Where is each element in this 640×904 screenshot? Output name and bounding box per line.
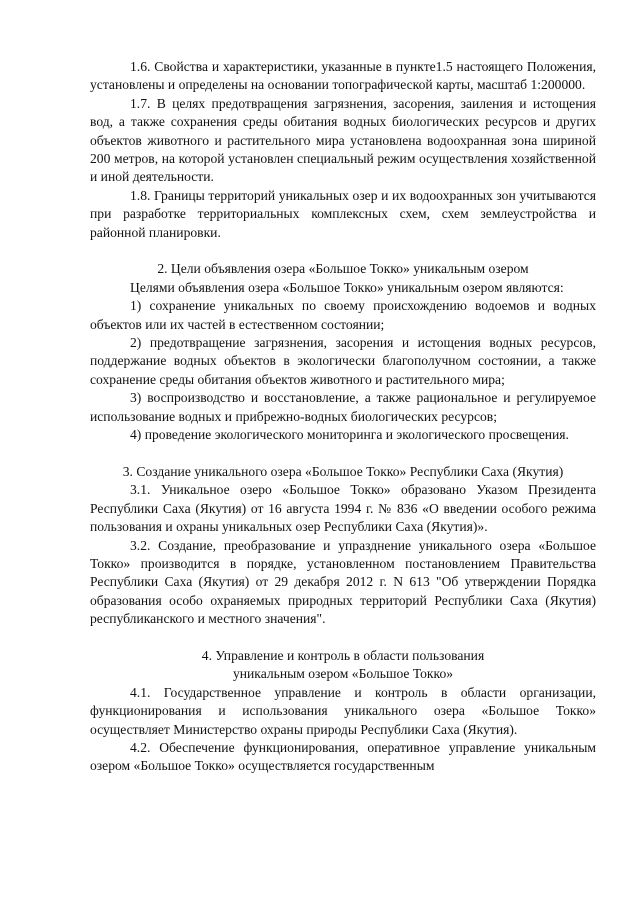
section-4-heading-line-2: уникальным озером «Большое Токко» — [232, 666, 454, 682]
para-3-2: 3.2. Создание, преобразование и упразднение уникального озера «Большое Токко» производится в порядке, установленном постановлением Правительства Республики Саха (Якутия) от 29 декабря 2012 г. N 613 "Об утверждении Порядка образования особо охраняемых природных территорий Республики Саха (Якутия) республиканского и местного значения". — [90, 537, 596, 627]
para-3-1: 3.1. Уникальное озеро «Большое Токко» образовано Указом Президента Республики Саха (Якутия) от 16 августа 1994 г. № 836 «О введении особого режима пользования и охраны уникальных озер Республики Саха (Якутия)». — [90, 482, 596, 535]
para-1-8: 1.8. Границы территорий уникальных озер и их водоохранных зон учитываются при разработке территориальных комплексных схем, схем землеустройства и районной планировки. — [90, 187, 596, 240]
para-1-7: 1.7. В целях предотвращения загрязнения, засорения, заиления и истощения вод, а также сохранения среды обитания водных биологических ресурсов и других объектов животного и растительного мира установлена водоохранная зона шириной 200 метров, на которой установлен специальный режим осуществления хозяйственной и иной деятельности. — [90, 95, 596, 185]
para-4-1: 4.1. Государственное управление и контроль в области организации, функционирования и использования уникального озера «Большое Токко» осуществляет Министерство охраны природы Республики Саха (Якутия). — [90, 684, 596, 737]
section-3-heading: 3. Создание уникального озера «Большое Токко» Республики Саха (Якутия) — [122, 463, 564, 479]
para-2-item-1: 1) сохранение уникальных по своему происхождению водоемов и водных объектов или их частей в естественном состоянии; — [90, 298, 596, 332]
para-1-6: 1.6. Свойства и характеристики, указанные в пункте1.5 настоящего Положения, установлены и определены на основании топографической карты, масштаб 1:200000. — [90, 59, 596, 93]
paragraph-gap — [90, 629, 596, 647]
document-body — [90, 58, 596, 776]
para-2-intro: Целями объявления озера «Большое Токко» уникальным озером являются: — [130, 279, 564, 295]
section-2-heading: 2. Цели объявления озера «Большое Токко» уникальным озером — [157, 261, 529, 277]
para-2-item-2: 2) предотвращение загрязнения, засорения и истощения водных ресурсов, поддержание водных объектов в экологически благополучном состоянии, а также сохранение среды обитания объектов животного и растительного мира; — [90, 335, 596, 387]
para-2-item-3: 3) воспроизводство и восстановление, а также рациональное и регулируемое использование водных и прибрежно-водных биологических ресурсов; — [90, 390, 596, 424]
paragraph-gap — [90, 445, 596, 463]
para-4-2: 4.2. Обеспечение функционирования, оперативное управление уникальным озером «Большое Токко» осуществляется государственным — [90, 739, 596, 774]
section-4-heading-line-1: 4. Управление и контроль в области пользования — [201, 647, 485, 663]
paragraph-gap — [90, 242, 596, 260]
para-2-item-4: 4) проведение экологического мониторинга и экологического просвещения. — [130, 427, 569, 443]
